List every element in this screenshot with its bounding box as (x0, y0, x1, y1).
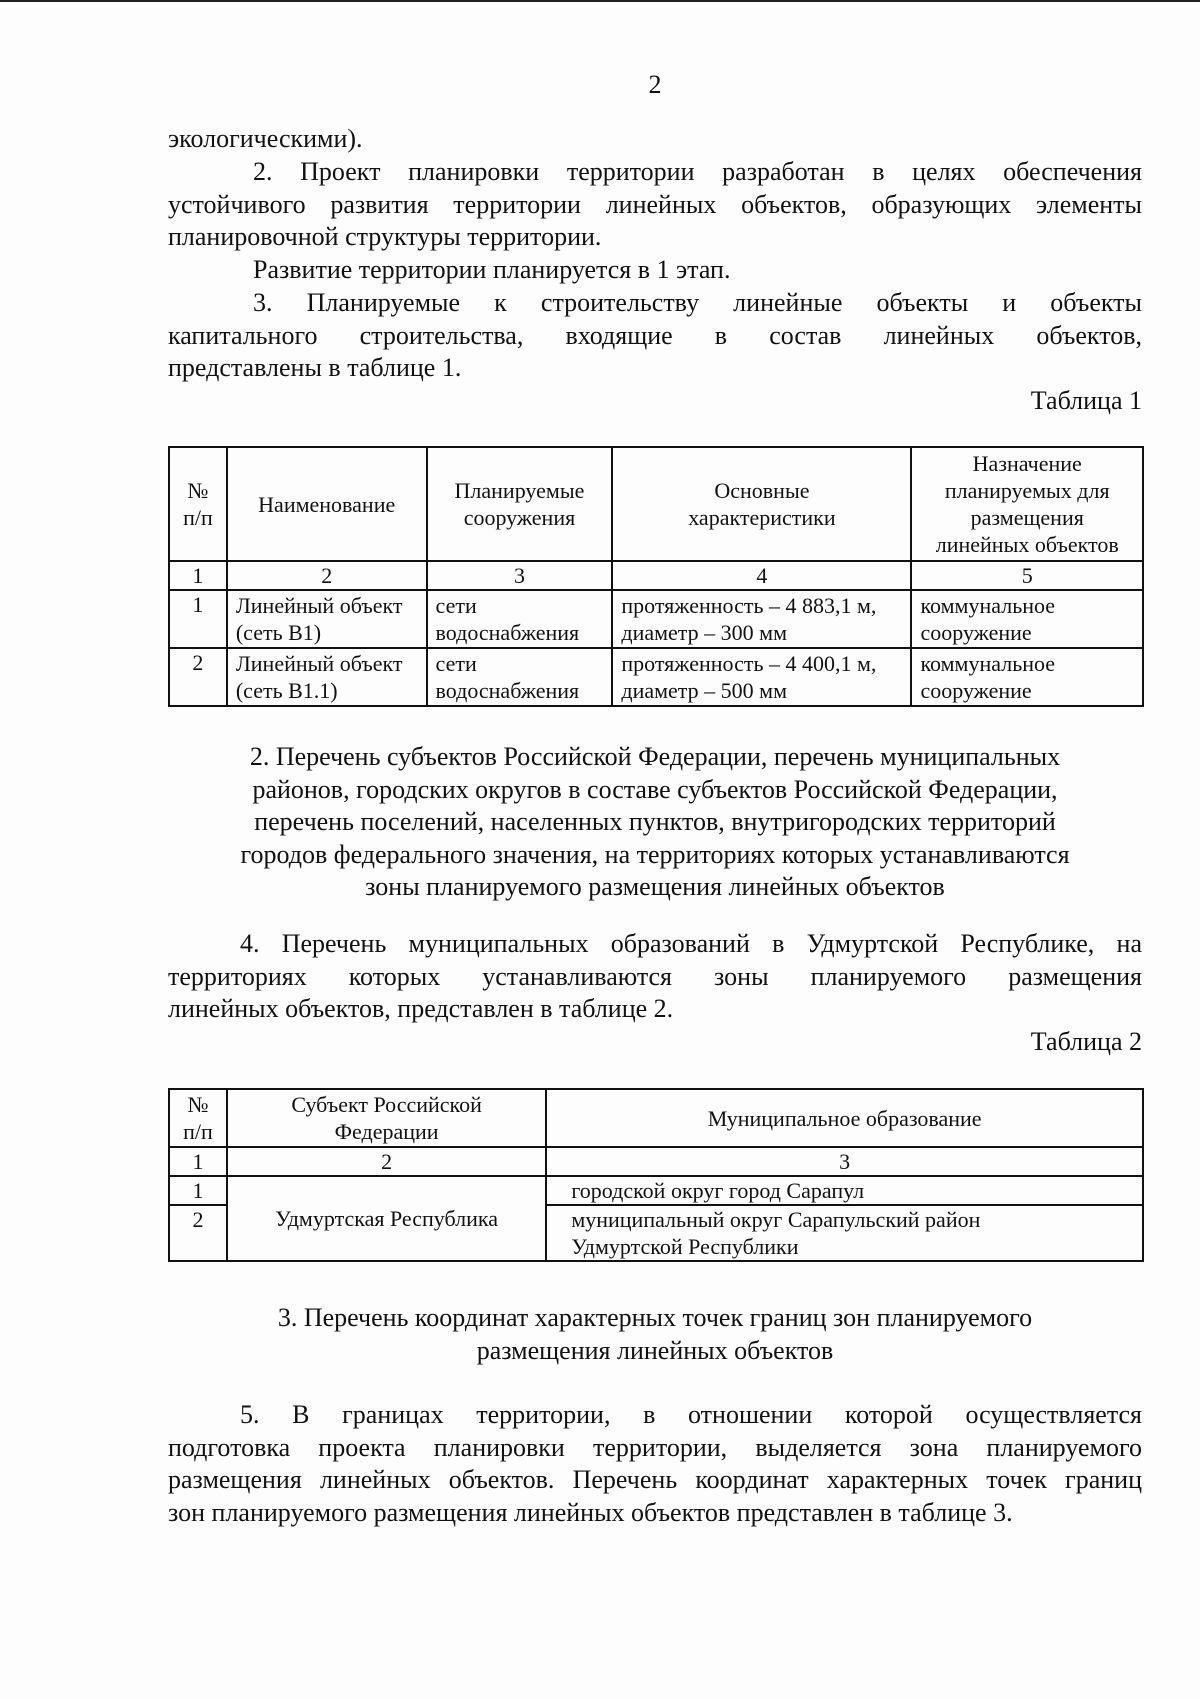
table-1-colnum: 4 (612, 561, 911, 590)
table-1-column-numbers-row (169, 561, 1143, 590)
table-1-row-2-num: 2 (169, 648, 227, 706)
table-1-row-1-structures: сети водоснабжения (427, 590, 613, 648)
paragraph-3-line-3: представлены в таблице 1. (168, 353, 462, 382)
paragraph-2-line-1: 2. Проект планировки территории разработан в целях обеспечения (253, 157, 1142, 186)
table-1-header-specs: Основные характеристики (612, 447, 911, 561)
table-row (169, 1176, 1143, 1205)
intro-tail: экологическими). (168, 124, 363, 153)
table-1-header-structures: Планируемые сооружения (427, 447, 613, 561)
table-1-row-2-structures: сети водоснабжения (427, 648, 613, 706)
paragraph-3 (168, 287, 1142, 385)
paragraph-2 (168, 156, 1142, 254)
table-2-colnum: 2 (227, 1147, 546, 1176)
table-2-colnum: 3 (546, 1147, 1143, 1176)
table-1-header-num: № п/п (169, 447, 227, 561)
table-2-caption: Таблица 2 (1030, 1027, 1142, 1056)
table-2-row-1-num: 1 (169, 1176, 227, 1205)
table-2-row-2-municipality: муниципальный округ Сарапульский район Удмуртской Республики (546, 1205, 1143, 1261)
table-1-header-name: Наименование (227, 447, 427, 561)
table-2-column-numbers-row (169, 1147, 1143, 1176)
table-2-colnum: 1 (169, 1147, 227, 1176)
table-2-header-num: № п/п (169, 1089, 227, 1147)
paragraph-5 (168, 1399, 1142, 1529)
top-border-line (0, 0, 1200, 2)
table-2-subject-cell: Удмуртская Республика (227, 1176, 546, 1261)
paragraph-4-line-1: 4. Перечень муниципальных образований в Удмуртской Республике, на (240, 929, 1142, 958)
paragraph-4 (168, 928, 1142, 1026)
table-2-row-1-municipality: городской округ город Сарапул (546, 1176, 1143, 1205)
page-number: 2 (648, 70, 662, 99)
paragraph-3-line-1: 3. Планируемые к строительству линейные объекты и объекты (253, 288, 1142, 317)
section-3-heading: 3. Перечень координат характерных точек границ зон планируемого размещения линейных объектов (277, 1303, 1033, 1365)
paragraph-5-line-3: размещения линейных объектов. Перечень координат характерных точек границ (168, 1465, 1142, 1494)
table-1-row-1-specs: протяженность – 4 883,1 м, диаметр – 300 мм (612, 590, 911, 648)
table-1-colnum: 1 (169, 561, 227, 590)
table-2-header-municipality: Муниципальное образование (546, 1089, 1143, 1147)
table-1-header-purpose: Назначение планируемых для размещения линейных объектов (911, 447, 1143, 561)
paragraph-5-line-2: подготовка проекта планировки территории, выделяется зона планируемого (168, 1432, 1142, 1462)
table-1-row-1-num: 1 (169, 590, 227, 648)
table-row (169, 590, 1143, 648)
table-1-row-2-specs: протяженность – 4 400,1 м, диаметр – 500 мм (612, 648, 911, 706)
table-1-caption: Таблица 1 (1030, 386, 1142, 415)
section-2-heading: 2. Перечень субъектов Российской Федерации, перечень муниципальных районов, городских округов в составе субъектов Российской Федерации, перечень поселений, населенных пунктов, внутригородских территорий городов федерального значения, на территориях которых устанавливаются зоны планируемого размещения линейных объектов (240, 742, 1070, 901)
paragraph-4-line-2: территориях которых устанавливаются зоны планируемого размещения (168, 961, 1142, 991)
paragraph-stage: Развитие территории планируется в 1 этап. (253, 255, 731, 284)
table-1-colnum: 3 (427, 561, 613, 590)
table-row (169, 648, 1143, 706)
table-1-header-row (169, 447, 1143, 561)
paragraph-5-line-1: 5. В границах территории, в отношении которой осуществляется (240, 1400, 1142, 1429)
paragraph-5-line-4: зон планируемого размещения линейных объектов представлен в таблице 3. (168, 1497, 1013, 1527)
table-1-row-2-name: Линейный объект (сеть В1.1) (227, 648, 427, 706)
table-2-header-row (169, 1089, 1143, 1147)
table-1-row-1-name: Линейный объект (сеть В1) (227, 590, 427, 648)
table-1-colnum: 5 (911, 561, 1143, 590)
paragraph-2-line-3: планировочной структуры территории. (168, 222, 602, 251)
table-2 (168, 1088, 1144, 1262)
table-2-header-subject: Субъект Российской Федерации (227, 1089, 546, 1147)
paragraph-3-line-2: капитального строительства, входящие в состав линейных объектов, (168, 320, 1142, 350)
paragraph-2-line-2: устойчивого развития территории линейных объектов, образующих элементы (168, 189, 1142, 219)
table-1 (168, 446, 1144, 707)
table-1-colnum: 2 (227, 561, 427, 590)
table-1-row-2-purpose: коммунальное сооружение (911, 648, 1143, 706)
table-1-row-1-purpose: коммунальное сооружение (911, 590, 1143, 648)
paragraph-4-line-3: линейных объектов, представлен в таблице 2. (168, 994, 674, 1023)
table-2-row-2-num: 2 (169, 1205, 227, 1261)
